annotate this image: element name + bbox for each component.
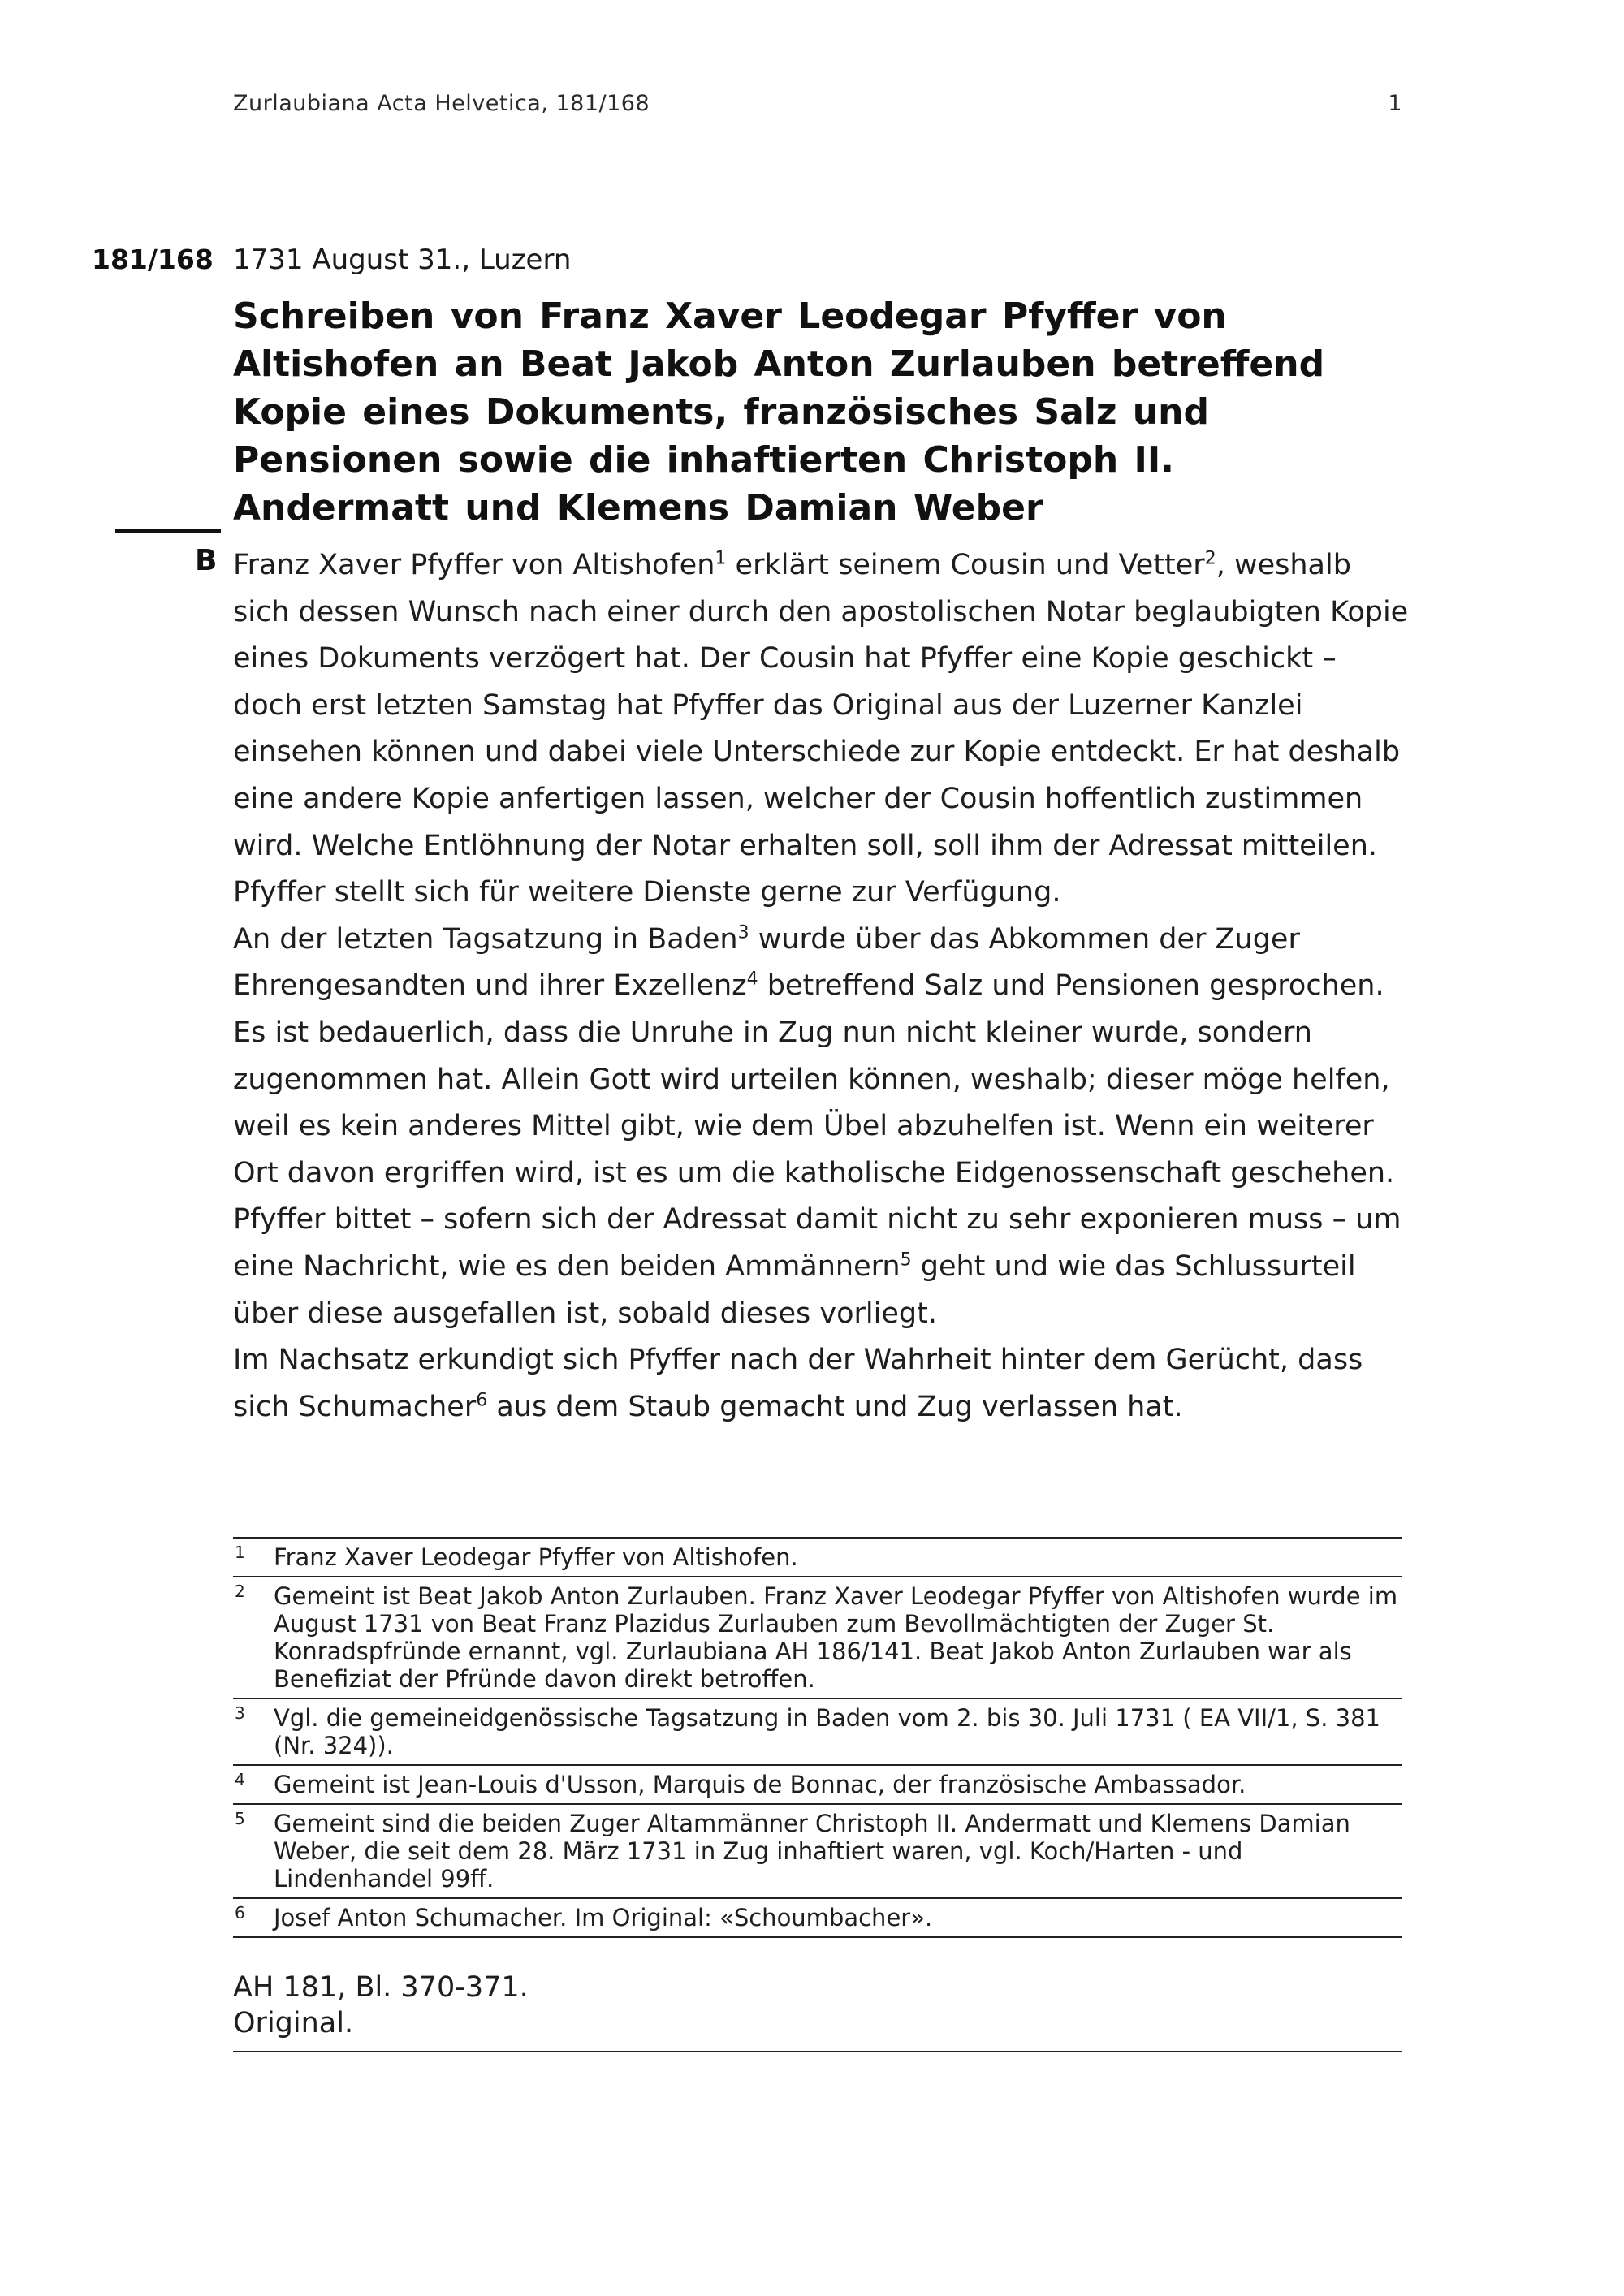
footnote-text: Gemeint ist Jean-Louis d'Usson, Marquis de Bonnac, der französische Ambassador. <box>274 1771 1246 1798</box>
footnote-ref[interactable]: 1 <box>715 548 727 569</box>
document-date-place: 1731 August 31., Luzern <box>233 244 572 276</box>
footnote-ref[interactable]: 5 <box>900 1249 912 1271</box>
page-number: 1 <box>1388 91 1402 116</box>
source-info <box>233 1970 1402 2052</box>
footnote-number: 4 <box>235 1770 245 1789</box>
section-marker: B <box>195 544 218 577</box>
footnote <box>233 1699 1402 1766</box>
footnote-number: 1 <box>235 1543 245 1562</box>
footnote-number: 3 <box>235 1703 245 1723</box>
regest-paragraph: Pfyffer bittet – sofern sich der Adressat damit nicht zu sehr exponieren muss – um eine Nachricht, wie es den beiden Ammännern$^5$ geht und wie das Schlussurteil über diese ausgefallen ist, sobald dieses vorliegt. <box>233 1203 1402 1330</box>
document-title: Schreiben von Franz Xaver Leodegar Pfyffer von Altishofen an Beat Jakob Anton Zurlauben betreffend Kopie eines Dokuments, französisches Salz und Pensionen sowie die inhaftierten Christoph II. Andermatt und Klemens Damian Weber <box>233 296 1325 529</box>
regest-paragraph: Im Nachsatz erkundigt sich Pfyffer nach der Wahrheit hinter dem Gerücht, dass sich Schumacher$^6$ aus dem Staub gemacht und Zug verlassen hat. <box>233 1344 1363 1423</box>
footnote-text: Gemeint sind die beiden Zuger Altammänner Christoph II. Andermatt und Klemens Damian Weber, die seit dem 28. März 1731 in Zug inhaftiert waren, vgl. Koch/Harten - und Lindenhandel 99ff. <box>274 1810 1350 1892</box>
source-shelfmark: AH 181, Bl. 370-371. <box>233 1971 529 2004</box>
footnote <box>233 1577 1402 1699</box>
footnote-ref[interactable]: 4 <box>746 969 758 990</box>
regest-paragraph: An der letzten Tagsatzung in Baden$^3$ wurde über das Abkommen der Zuger Ehrengesandten und ihrer Exzellenz$^4$ betreffend Salz und Pensionen gesprochen. Es ist bedauerlich, dass die Unruhe in Zug nun nicht kleiner wurde, sondern zugenommen hat. Allein Gott wird urteilen können, weshalb; dieser möge helfen, weil es kein anderes Mittel gibt, wie dem Übel abzuhelfen ist. Wenn ein weiterer Ort davon ergriffen wird, ist es um die katholische Eidgenossenschaft geschehen. <box>233 922 1395 1189</box>
footnote-text: Josef Anton Schumacher. Im Original: «Schoumbacher». <box>274 1904 933 1931</box>
footnotes-list <box>233 1537 1402 1938</box>
footnote <box>233 1805 1402 1899</box>
footnote-ref[interactable]: 3 <box>737 922 749 943</box>
regest-paragraph: Franz Xaver Pfyffer von Altishofen$^1$ erklärt seinem Cousin und Vetter$^2$, weshalb sich dessen Wunsch nach einer durch den apostolischen Notar beglaubigten Kopie eines Dokuments verzögert hat. Der Cousin hat Pfyffer eine Kopie geschickt – doch erst letzten Samstag hat Pfyffer das Original aus der Luzerner Kanzlei einsehen können und dabei viele Unterschiede zur Kopie entdeckt. Er hat deshalb eine andere Kopie anfertigen lassen, welcher der Cousin hoffentlich zustimmen wird. Welche Entlöhnung der Notar erhalten soll, soll ihm der Adressat mitteilen. Pfyffer stellt sich für weitere Dienste gerne zur Verfügung. <box>233 548 1409 909</box>
footnote-text: Franz Xaver Leodegar Pfyffer von Altishofen. <box>274 1543 798 1571</box>
footnote-ref[interactable]: 6 <box>476 1390 488 1411</box>
document-number: 181/168 <box>92 244 214 275</box>
running-title: Zurlaubiana Acta Helvetica, 181/168 <box>233 91 650 116</box>
footnote-number: 6 <box>235 1903 245 1923</box>
footnote-number: 2 <box>235 1582 245 1601</box>
footnote <box>233 1899 1402 1938</box>
source-type: Original. <box>233 2007 354 2039</box>
footnote-number: 5 <box>235 1809 245 1828</box>
footnote-text: Gemeint ist Beat Jakob Anton Zurlauben. Franz Xaver Leodegar Pfyffer von Altishofen wurde im August 1731 von Beat Franz Plazidus Zurlauben zum Bevollmächtigten der Zuger St. Konradspfründe ernannt, vgl. Zurlaubiana AH 186/141. Beat Jakob Anton Zurlauben war als Benefiziat der Pfründe davon direkt betroffen. <box>274 1582 1398 1693</box>
footnote <box>233 1766 1402 1805</box>
footnote-text: Vgl. die gemeineidgenössische Tagsatzung in Baden vom 2. bis 30. Juli 1731 ( EA VII/1, S. 381 (Nr. 324)). <box>274 1704 1380 1759</box>
regest-body <box>233 542 1410 1431</box>
running-header <box>233 91 1402 116</box>
footnote <box>233 1539 1402 1577</box>
section-divider <box>115 529 221 533</box>
footnote-ref[interactable]: 2 <box>1204 548 1216 569</box>
